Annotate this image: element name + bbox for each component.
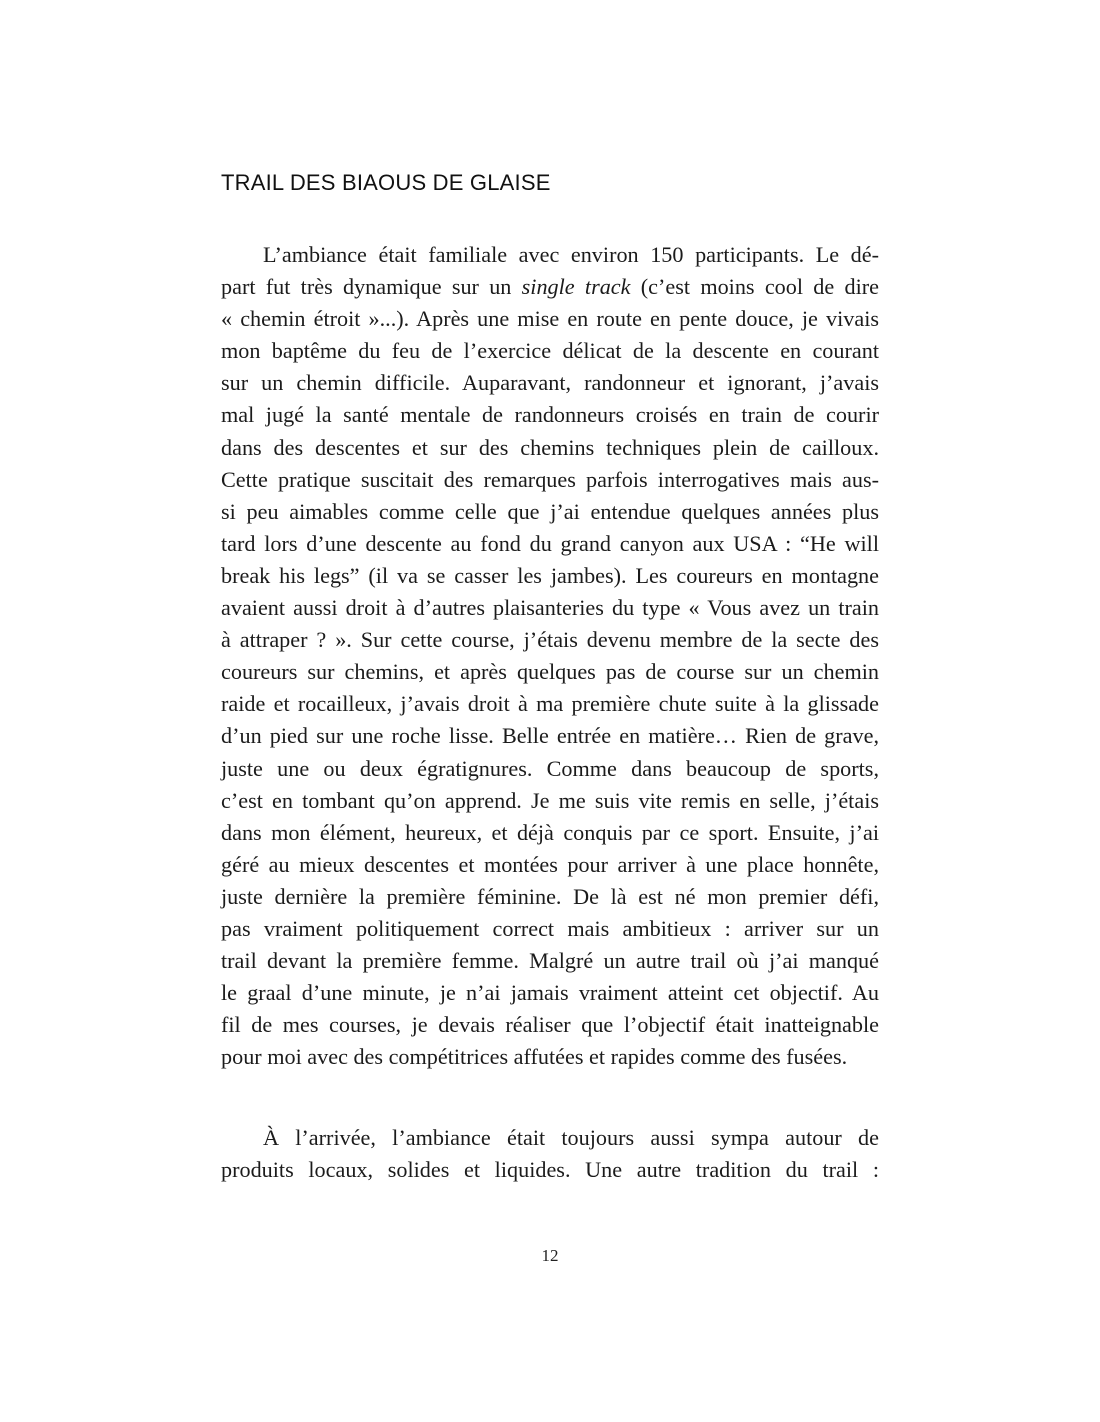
text-line: tard lors d’une descente au fond du grand canyon aux USA : “He will <box>221 530 879 556</box>
text-line: le graal d’une minute, je n’ai jamais vraiment atteint cet objectif. Au <box>221 980 879 1006</box>
page-number: 12 <box>541 1246 559 1265</box>
text-line: si peu aimables comme celle que j’ai entendue quelques années plus <box>221 498 879 524</box>
text-line: fil de mes courses, je devais réaliser que l’objectif était inatteignable <box>221 1012 879 1038</box>
text-line: mon baptême du feu de l’exercice délicat de la descente en courant <box>221 338 879 364</box>
text-line: « chemin étroit »...). Après une mise en route en pente douce, je vivais <box>221 306 879 332</box>
text-line: Cette pratique suscitait des remarques parfois interrogatives mais aus- <box>221 466 879 492</box>
text-line: géré au mieux descentes et montées pour arriver à une place honnête, <box>221 851 879 877</box>
text-line: pas vraiment politiquement correct mais ambitieux : arriver sur un <box>221 915 879 941</box>
text-line: coureurs sur chemins, et après quelques pas de course sur un chemin <box>221 659 879 685</box>
paragraph-1 <box>221 239 879 1073</box>
text-line: raide et rocailleux, j’avais droit à ma première chute suite à la glissade <box>221 691 879 717</box>
text-line: c’est en tombant qu’on apprend. Je me suis vite remis en selle, j’étais <box>221 787 879 813</box>
text-line: À l’arrivée, l’ambiance était toujours aussi sympa autour de <box>263 1125 879 1150</box>
text-line <box>221 271 879 303</box>
text-line: d’un pied sur une roche lisse. Belle entrée en matière… Rien de grave, <box>221 723 879 749</box>
italic-term: single track <box>521 274 631 300</box>
text-line: juste dernière la première féminine. De là est né mon premier défi, <box>221 883 879 909</box>
text-line: sur un chemin difficile. Auparavant, randonneur et ignorant, j’avais <box>221 370 879 396</box>
text-line: dans mon élément, heureux, et déjà conquis par ce sport. Ensuite, j’ai <box>221 819 879 845</box>
text-line: juste une ou deux égratignures. Comme dans beaucoup de sports, <box>221 755 879 781</box>
text-segment: part fut très dynamique sur un <box>221 274 522 300</box>
paragraph-2 <box>221 1122 879 1186</box>
text-line: produits locaux, solides et liquides. Une autre tradition du trail : <box>221 1157 879 1183</box>
text-line: à attraper ? ». Sur cette course, j’étais devenu membre de la secte des <box>221 627 879 653</box>
text-line: mal jugé la santé mentale de randonneurs croisés en train de courir <box>221 402 879 428</box>
text-line: pour moi avec des compétitrices affutées et rapides comme des fusées. <box>221 1044 848 1070</box>
chapter-heading: TRAIL DES BIAOUS DE GLAISE <box>221 170 551 195</box>
text-segment: (c’est moins cool de dire <box>630 274 879 300</box>
text-line: avaient aussi droit à d’autres plaisanteries du type « Vous avez un train <box>221 595 879 621</box>
text-line: break his legs” (il va se casser les jambes). Les coureurs en montagne <box>221 562 879 588</box>
text-line: L’ambiance était familiale avec environ 150 participants. Le dé- <box>263 242 879 267</box>
text-line: trail devant la première femme. Malgré un autre trail où j’ai manqué <box>221 948 879 974</box>
text-line: dans des descentes et sur des chemins techniques plein de cailloux. <box>221 434 879 460</box>
